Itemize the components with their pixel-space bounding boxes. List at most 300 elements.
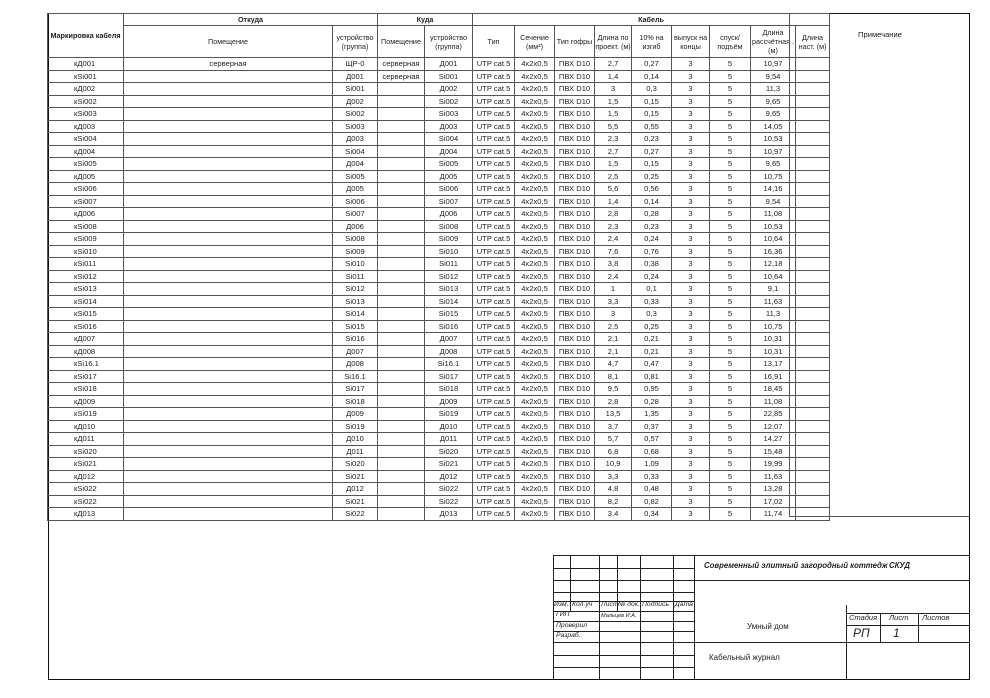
cell-to-device: Д002 — [425, 83, 473, 96]
table-row — [48, 445, 830, 458]
cell-mark: кД005 — [48, 170, 124, 183]
cell-bend-allowance: 0,25 — [632, 170, 672, 183]
cell-from-room — [124, 220, 333, 233]
table-row — [48, 245, 830, 258]
cell-bend-allowance: 0,95 — [632, 383, 672, 396]
cell-from-device: Si011 — [333, 270, 378, 283]
cell-from-device: Si019 — [333, 420, 378, 433]
cell-section: 4х2х0,5 — [515, 458, 555, 471]
cell-mark: кД012 — [48, 470, 124, 483]
cell-descent: 5 — [710, 120, 751, 133]
cell-from-device: Si014 — [333, 308, 378, 321]
cell-end-allowance: 3 — [672, 158, 710, 171]
cell-section: 4х2х0,5 — [515, 308, 555, 321]
cell-from-device: Д005 — [333, 183, 378, 196]
cell-from-device: Si16.1 — [333, 370, 378, 383]
cell-bend-allowance: 0,27 — [632, 145, 672, 158]
cell-conduit: ПВХ D10 — [555, 433, 595, 446]
cell-length-project: 10,9 — [595, 458, 632, 471]
cell-descent: 5 — [710, 58, 751, 71]
cell-from-device: Д001 — [333, 70, 378, 83]
cell-from-room — [124, 345, 333, 358]
table-row — [48, 395, 830, 408]
table-row — [48, 183, 830, 196]
cell-to-room — [378, 445, 425, 458]
cell-length-project: 2,1 — [595, 333, 632, 346]
cell-cable-type: UTP cat.5 — [473, 495, 515, 508]
cell-from-device: Si009 — [333, 245, 378, 258]
cell-length-project: 3 — [595, 308, 632, 321]
cell-end-allowance: 3 — [672, 145, 710, 158]
cell-from-room — [124, 395, 333, 408]
cell-section: 4х2х0,5 — [515, 133, 555, 146]
table-row — [48, 258, 830, 271]
cell-to-room — [378, 183, 425, 196]
col-label-signature: Подпись — [642, 601, 669, 608]
header-from-device: устройство (группа) — [333, 26, 378, 58]
table-header — [48, 14, 830, 58]
cell-cable-type: UTP cat.5 — [473, 120, 515, 133]
cell-length-calc: 10,64 — [751, 270, 796, 283]
cell-to-room: серверная — [378, 70, 425, 83]
cell-end-allowance: 3 — [672, 333, 710, 346]
table-row — [48, 133, 830, 146]
cell-bend-allowance: 0,33 — [632, 470, 672, 483]
cell-bend-allowance: 0,82 — [632, 495, 672, 508]
cell-to-room — [378, 495, 425, 508]
cell-to-room — [378, 158, 425, 171]
cell-conduit: ПВХ D10 — [555, 295, 595, 308]
cell-mark: кSi012 — [48, 270, 124, 283]
cell-from-room — [124, 333, 333, 346]
cell-cable-type: UTP cat.5 — [473, 483, 515, 496]
cell-length-project: 8,1 — [595, 370, 632, 383]
header-cable-type: Тип — [473, 26, 515, 58]
cell-length-calc: 11,63 — [751, 470, 796, 483]
cell-end-allowance: 3 — [672, 370, 710, 383]
cell-cable-type: UTP cat.5 — [473, 133, 515, 146]
cell-descent: 5 — [710, 308, 751, 321]
cell-descent: 5 — [710, 483, 751, 496]
cell-cable-type: UTP cat.5 — [473, 333, 515, 346]
cell-bend-allowance: 0,57 — [632, 433, 672, 446]
cell-cable-type: UTP cat.5 — [473, 283, 515, 296]
cell-cable-type: UTP cat.5 — [473, 295, 515, 308]
cell-from-device: Д002 — [333, 95, 378, 108]
cell-from-room — [124, 195, 333, 208]
col-label-sheet: Лист — [601, 601, 619, 608]
cell-from-device: Si018 — [333, 395, 378, 408]
cell-descent: 5 — [710, 395, 751, 408]
cell-length-calc: 16,91 — [751, 370, 796, 383]
cell-length-project: 9,5 — [595, 383, 632, 396]
cell-from-room — [124, 70, 333, 83]
cell-end-allowance: 3 — [672, 283, 710, 296]
cell-section: 4х2х0,5 — [515, 295, 555, 308]
cell-bend-allowance: 0,15 — [632, 108, 672, 121]
cell-end-allowance: 3 — [672, 83, 710, 96]
cell-mark: кД001 — [48, 58, 124, 71]
cell-section: 4х2х0,5 — [515, 470, 555, 483]
cell-cable-type: UTP cat.5 — [473, 70, 515, 83]
cell-conduit: ПВХ D10 — [555, 470, 595, 483]
cell-from-room — [124, 83, 333, 96]
cell-from-device: Si021 — [333, 470, 378, 483]
cell-from-device: Д003 — [333, 133, 378, 146]
cell-to-room — [378, 95, 425, 108]
table-row — [48, 483, 830, 496]
cell-bend-allowance: 0,25 — [632, 320, 672, 333]
cell-mark: кД006 — [48, 208, 124, 221]
cell-length-calc: 10,53 — [751, 220, 796, 233]
header-end-allowance: выпуск на концы — [672, 26, 710, 58]
cell-section: 4х2х0,5 — [515, 195, 555, 208]
cell-descent: 5 — [710, 183, 751, 196]
cell-descent: 5 — [710, 420, 751, 433]
cell-end-allowance: 3 — [672, 483, 710, 496]
cell-cable-type: UTP cat.5 — [473, 395, 515, 408]
cell-to-device: Si015 — [425, 308, 473, 321]
header-mark: Маркировка кабеля — [48, 14, 124, 58]
object-name: Умный дом — [747, 622, 789, 631]
header-to-device: устройство (группа) — [425, 26, 473, 58]
gip-name: Мальцев И.А. — [601, 613, 637, 619]
cell-to-device: Si011 — [425, 258, 473, 271]
table-row — [48, 145, 830, 158]
cell-conduit: ПВХ D10 — [555, 120, 595, 133]
cell-cable-type: UTP cat.5 — [473, 308, 515, 321]
cell-cable-type: UTP cat.5 — [473, 408, 515, 421]
cell-to-device: Si010 — [425, 245, 473, 258]
cell-mark: кД009 — [48, 395, 124, 408]
cell-length-calc: 9,65 — [751, 108, 796, 121]
cell-length-project: 4,8 — [595, 483, 632, 496]
cell-from-room — [124, 458, 333, 471]
cell-from-room — [124, 108, 333, 121]
cell-to-device: Si020 — [425, 445, 473, 458]
cell-from-room — [124, 133, 333, 146]
cell-length-calc: 22,85 — [751, 408, 796, 421]
cell-length-project: 1,5 — [595, 108, 632, 121]
cell-bend-allowance: 0,15 — [632, 95, 672, 108]
cell-cable-type: UTP cat.5 — [473, 58, 515, 71]
role-checked: Проверил — [556, 622, 588, 629]
notes-column — [789, 13, 970, 517]
table-row — [48, 95, 830, 108]
cell-section: 4х2х0,5 — [515, 83, 555, 96]
cell-mark: кSi022 — [48, 495, 124, 508]
cell-mark: кSi005 — [48, 158, 124, 171]
cell-length-calc: 10,75 — [751, 320, 796, 333]
cell-mark: кSi015 — [48, 308, 124, 321]
cell-to-device: Si009 — [425, 233, 473, 246]
cell-length-calc: 13,17 — [751, 358, 796, 371]
cell-to-room: серверная — [378, 58, 425, 71]
cell-from-device: Si017 — [333, 383, 378, 396]
cell-length-project: 2,4 — [595, 233, 632, 246]
cell-length-calc: 11,74 — [751, 508, 796, 521]
cell-descent: 5 — [710, 295, 751, 308]
cell-conduit: ПВХ D10 — [555, 320, 595, 333]
sheet-number: 1 — [893, 626, 900, 640]
cell-descent: 5 — [710, 245, 751, 258]
cell-cable-type: UTP cat.5 — [473, 270, 515, 283]
cell-to-device: Д009 — [425, 395, 473, 408]
cell-from-room — [124, 170, 333, 183]
cell-length-calc: 11,08 — [751, 208, 796, 221]
cell-end-allowance: 3 — [672, 220, 710, 233]
cell-to-device: Si021 — [425, 458, 473, 471]
cell-end-allowance: 3 — [672, 208, 710, 221]
table-row — [48, 83, 830, 96]
cell-end-allowance: 3 — [672, 170, 710, 183]
cell-to-room — [378, 245, 425, 258]
cell-bend-allowance: 0,24 — [632, 270, 672, 283]
cell-to-room — [378, 220, 425, 233]
cell-mark: кSi008 — [48, 220, 124, 233]
cell-to-device: Si001 — [425, 70, 473, 83]
cell-from-room — [124, 320, 333, 333]
cell-end-allowance: 3 — [672, 458, 710, 471]
cell-length-calc: 11,3 — [751, 308, 796, 321]
cell-descent: 5 — [710, 83, 751, 96]
header-to-room: Помещение — [378, 26, 425, 58]
cell-section: 4х2х0,5 — [515, 283, 555, 296]
cell-bend-allowance: 0,3 — [632, 83, 672, 96]
cell-length-project: 1,5 — [595, 158, 632, 171]
cell-cable-type: UTP cat.5 — [473, 508, 515, 521]
cell-end-allowance: 3 — [672, 495, 710, 508]
cell-bend-allowance: 0,14 — [632, 70, 672, 83]
cell-descent: 5 — [710, 208, 751, 221]
cell-to-room — [378, 508, 425, 521]
cell-from-device: Si020 — [333, 458, 378, 471]
table-row — [48, 270, 830, 283]
cell-end-allowance: 3 — [672, 183, 710, 196]
cell-section: 4х2х0,5 — [515, 370, 555, 383]
cell-cable-type: UTP cat.5 — [473, 445, 515, 458]
table-row — [48, 195, 830, 208]
cell-length-project: 2,1 — [595, 345, 632, 358]
cell-mark: кSi007 — [48, 195, 124, 208]
cell-cable-type: UTP cat.5 — [473, 245, 515, 258]
cell-length-project: 1 — [595, 283, 632, 296]
cell-descent: 5 — [710, 108, 751, 121]
cell-conduit: ПВХ D10 — [555, 95, 595, 108]
cell-bend-allowance: 0,28 — [632, 395, 672, 408]
cell-bend-allowance: 0,3 — [632, 308, 672, 321]
cell-to-room — [378, 320, 425, 333]
cell-descent: 5 — [710, 370, 751, 383]
cell-conduit: ПВХ D10 — [555, 408, 595, 421]
cell-section: 4х2х0,5 — [515, 233, 555, 246]
cell-descent: 5 — [710, 458, 751, 471]
cell-to-room — [378, 145, 425, 158]
cell-cable-type: UTP cat.5 — [473, 258, 515, 271]
cell-conduit: ПВХ D10 — [555, 58, 595, 71]
cell-mark: кSi006 — [48, 183, 124, 196]
table-row — [48, 120, 830, 133]
cell-conduit: ПВХ D10 — [555, 495, 595, 508]
cell-to-room — [378, 170, 425, 183]
cell-bend-allowance: 0,68 — [632, 445, 672, 458]
cell-conduit: ПВХ D10 — [555, 345, 595, 358]
cell-length-project: 8,2 — [595, 495, 632, 508]
cell-conduit: ПВХ D10 — [555, 333, 595, 346]
section-code: СКУД — [889, 561, 911, 570]
header-note: Примечание — [858, 30, 902, 39]
cell-from-device: Si006 — [333, 195, 378, 208]
cell-to-room — [378, 483, 425, 496]
cell-length-project: 3,3 — [595, 295, 632, 308]
col-label-date: Дата — [675, 601, 693, 608]
cell-to-device: Д006 — [425, 208, 473, 221]
cell-from-room — [124, 358, 333, 371]
cell-to-device: Si012 — [425, 270, 473, 283]
table-row — [48, 458, 830, 471]
cell-from-device: Si010 — [333, 258, 378, 271]
cell-from-room — [124, 270, 333, 283]
header-length-calc: Длина рассчётная . (м) — [751, 26, 796, 58]
cell-cable-type: UTP cat.5 — [473, 470, 515, 483]
cell-length-calc: 14,16 — [751, 183, 796, 196]
cell-end-allowance: 3 — [672, 270, 710, 283]
cell-from-room — [124, 158, 333, 171]
cell-mark: кД002 — [48, 83, 124, 96]
cell-conduit: ПВХ D10 — [555, 270, 595, 283]
cell-section: 4х2х0,5 — [515, 495, 555, 508]
cell-mark: кSi002 — [48, 95, 124, 108]
header-length-project: Длина по проект. (м) — [595, 26, 632, 58]
cell-descent: 5 — [710, 270, 751, 283]
cell-from-room — [124, 383, 333, 396]
table-row — [48, 333, 830, 346]
cell-descent: 5 — [710, 358, 751, 371]
cell-from-device: Si005 — [333, 170, 378, 183]
cell-from-room — [124, 120, 333, 133]
table-row — [48, 420, 830, 433]
cell-mark: кД011 — [48, 433, 124, 446]
cell-from-room — [124, 370, 333, 383]
project-title: Современный элитный загородный коттедж — [704, 561, 888, 570]
cell-cable-type: UTP cat.5 — [473, 195, 515, 208]
cell-to-room — [378, 308, 425, 321]
cell-length-calc: 11,3 — [751, 83, 796, 96]
cell-from-device: Д012 — [333, 483, 378, 496]
cell-section: 4х2х0,5 — [515, 383, 555, 396]
cell-end-allowance: 3 — [672, 433, 710, 446]
cell-from-device: Si013 — [333, 295, 378, 308]
cell-cable-type: UTP cat.5 — [473, 158, 515, 171]
cell-to-device: Si008 — [425, 220, 473, 233]
cell-descent: 5 — [710, 170, 751, 183]
cell-length-calc: 10,97 — [751, 58, 796, 71]
cell-from-device: Si008 — [333, 233, 378, 246]
cell-end-allowance: 3 — [672, 195, 710, 208]
cell-from-device: Д008 — [333, 358, 378, 371]
cell-conduit: ПВХ D10 — [555, 208, 595, 221]
cell-descent: 5 — [710, 495, 751, 508]
cell-to-device: Д013 — [425, 508, 473, 521]
cell-length-project: 7,6 — [595, 245, 632, 258]
table-row — [48, 370, 830, 383]
cell-from-room — [124, 208, 333, 221]
cell-descent: 5 — [710, 445, 751, 458]
cell-bend-allowance: 1,35 — [632, 408, 672, 421]
cell-to-room — [378, 370, 425, 383]
cell-from-device: Si021 — [333, 495, 378, 508]
cell-cable-type: UTP cat.5 — [473, 345, 515, 358]
cell-length-project: 2,4 — [595, 270, 632, 283]
cell-conduit: ПВХ D10 — [555, 370, 595, 383]
cell-section: 4х2х0,5 — [515, 258, 555, 271]
cell-end-allowance: 3 — [672, 233, 710, 246]
cell-mark: кSi011 — [48, 258, 124, 271]
cell-bend-allowance: 0,27 — [632, 58, 672, 71]
cell-length-project: 2,8 — [595, 395, 632, 408]
document-title: Кабельный журнал — [709, 653, 780, 662]
cell-from-room — [124, 408, 333, 421]
cell-mark: кSi16.1 — [48, 358, 124, 371]
cell-length-calc: 14,27 — [751, 433, 796, 446]
cell-descent: 5 — [710, 70, 751, 83]
cell-to-room — [378, 458, 425, 471]
cell-to-device: Д004 — [425, 145, 473, 158]
cell-descent: 5 — [710, 333, 751, 346]
cell-from-room — [124, 295, 333, 308]
header-conduit: Тип гофры — [555, 26, 595, 58]
table-body — [48, 58, 830, 521]
cell-to-device: Si016 — [425, 320, 473, 333]
cell-from-room — [124, 245, 333, 258]
sheets-label: Листов — [922, 613, 950, 622]
cell-conduit: ПВХ D10 — [555, 195, 595, 208]
cell-length-calc: 10,31 — [751, 345, 796, 358]
cell-descent: 5 — [710, 233, 751, 246]
cell-length-calc: 14,05 — [751, 120, 796, 133]
cell-conduit: ПВХ D10 — [555, 383, 595, 396]
cell-conduit: ПВХ D10 — [555, 220, 595, 233]
cell-to-room — [378, 120, 425, 133]
cell-end-allowance: 3 — [672, 295, 710, 308]
cell-conduit: ПВХ D10 — [555, 170, 595, 183]
cell-bend-allowance: 0,14 — [632, 195, 672, 208]
cell-length-project: 3,8 — [595, 258, 632, 271]
table-row — [48, 283, 830, 296]
cell-to-device: Д011 — [425, 433, 473, 446]
cell-to-room — [378, 208, 425, 221]
cell-length-calc: 9,54 — [751, 195, 796, 208]
cell-section: 4х2х0,5 — [515, 70, 555, 83]
cell-conduit: ПВХ D10 — [555, 445, 595, 458]
cell-from-room — [124, 283, 333, 296]
cell-descent: 5 — [710, 508, 751, 521]
table-row — [48, 220, 830, 233]
cell-bend-allowance: 0,47 — [632, 358, 672, 371]
cell-from-device: Si012 — [333, 283, 378, 296]
cell-length-calc: 10,75 — [751, 170, 796, 183]
cell-conduit: ПВХ D10 — [555, 145, 595, 158]
cell-length-calc: 10,53 — [751, 133, 796, 146]
cell-descent: 5 — [710, 383, 751, 396]
cell-bend-allowance: 0,24 — [632, 233, 672, 246]
cell-to-room — [378, 395, 425, 408]
cell-from-device: Д006 — [333, 220, 378, 233]
cell-length-project: 1,5 — [595, 95, 632, 108]
cell-to-device: Si019 — [425, 408, 473, 421]
cell-to-device: Si014 — [425, 295, 473, 308]
cell-mark: кSi004 — [48, 133, 124, 146]
